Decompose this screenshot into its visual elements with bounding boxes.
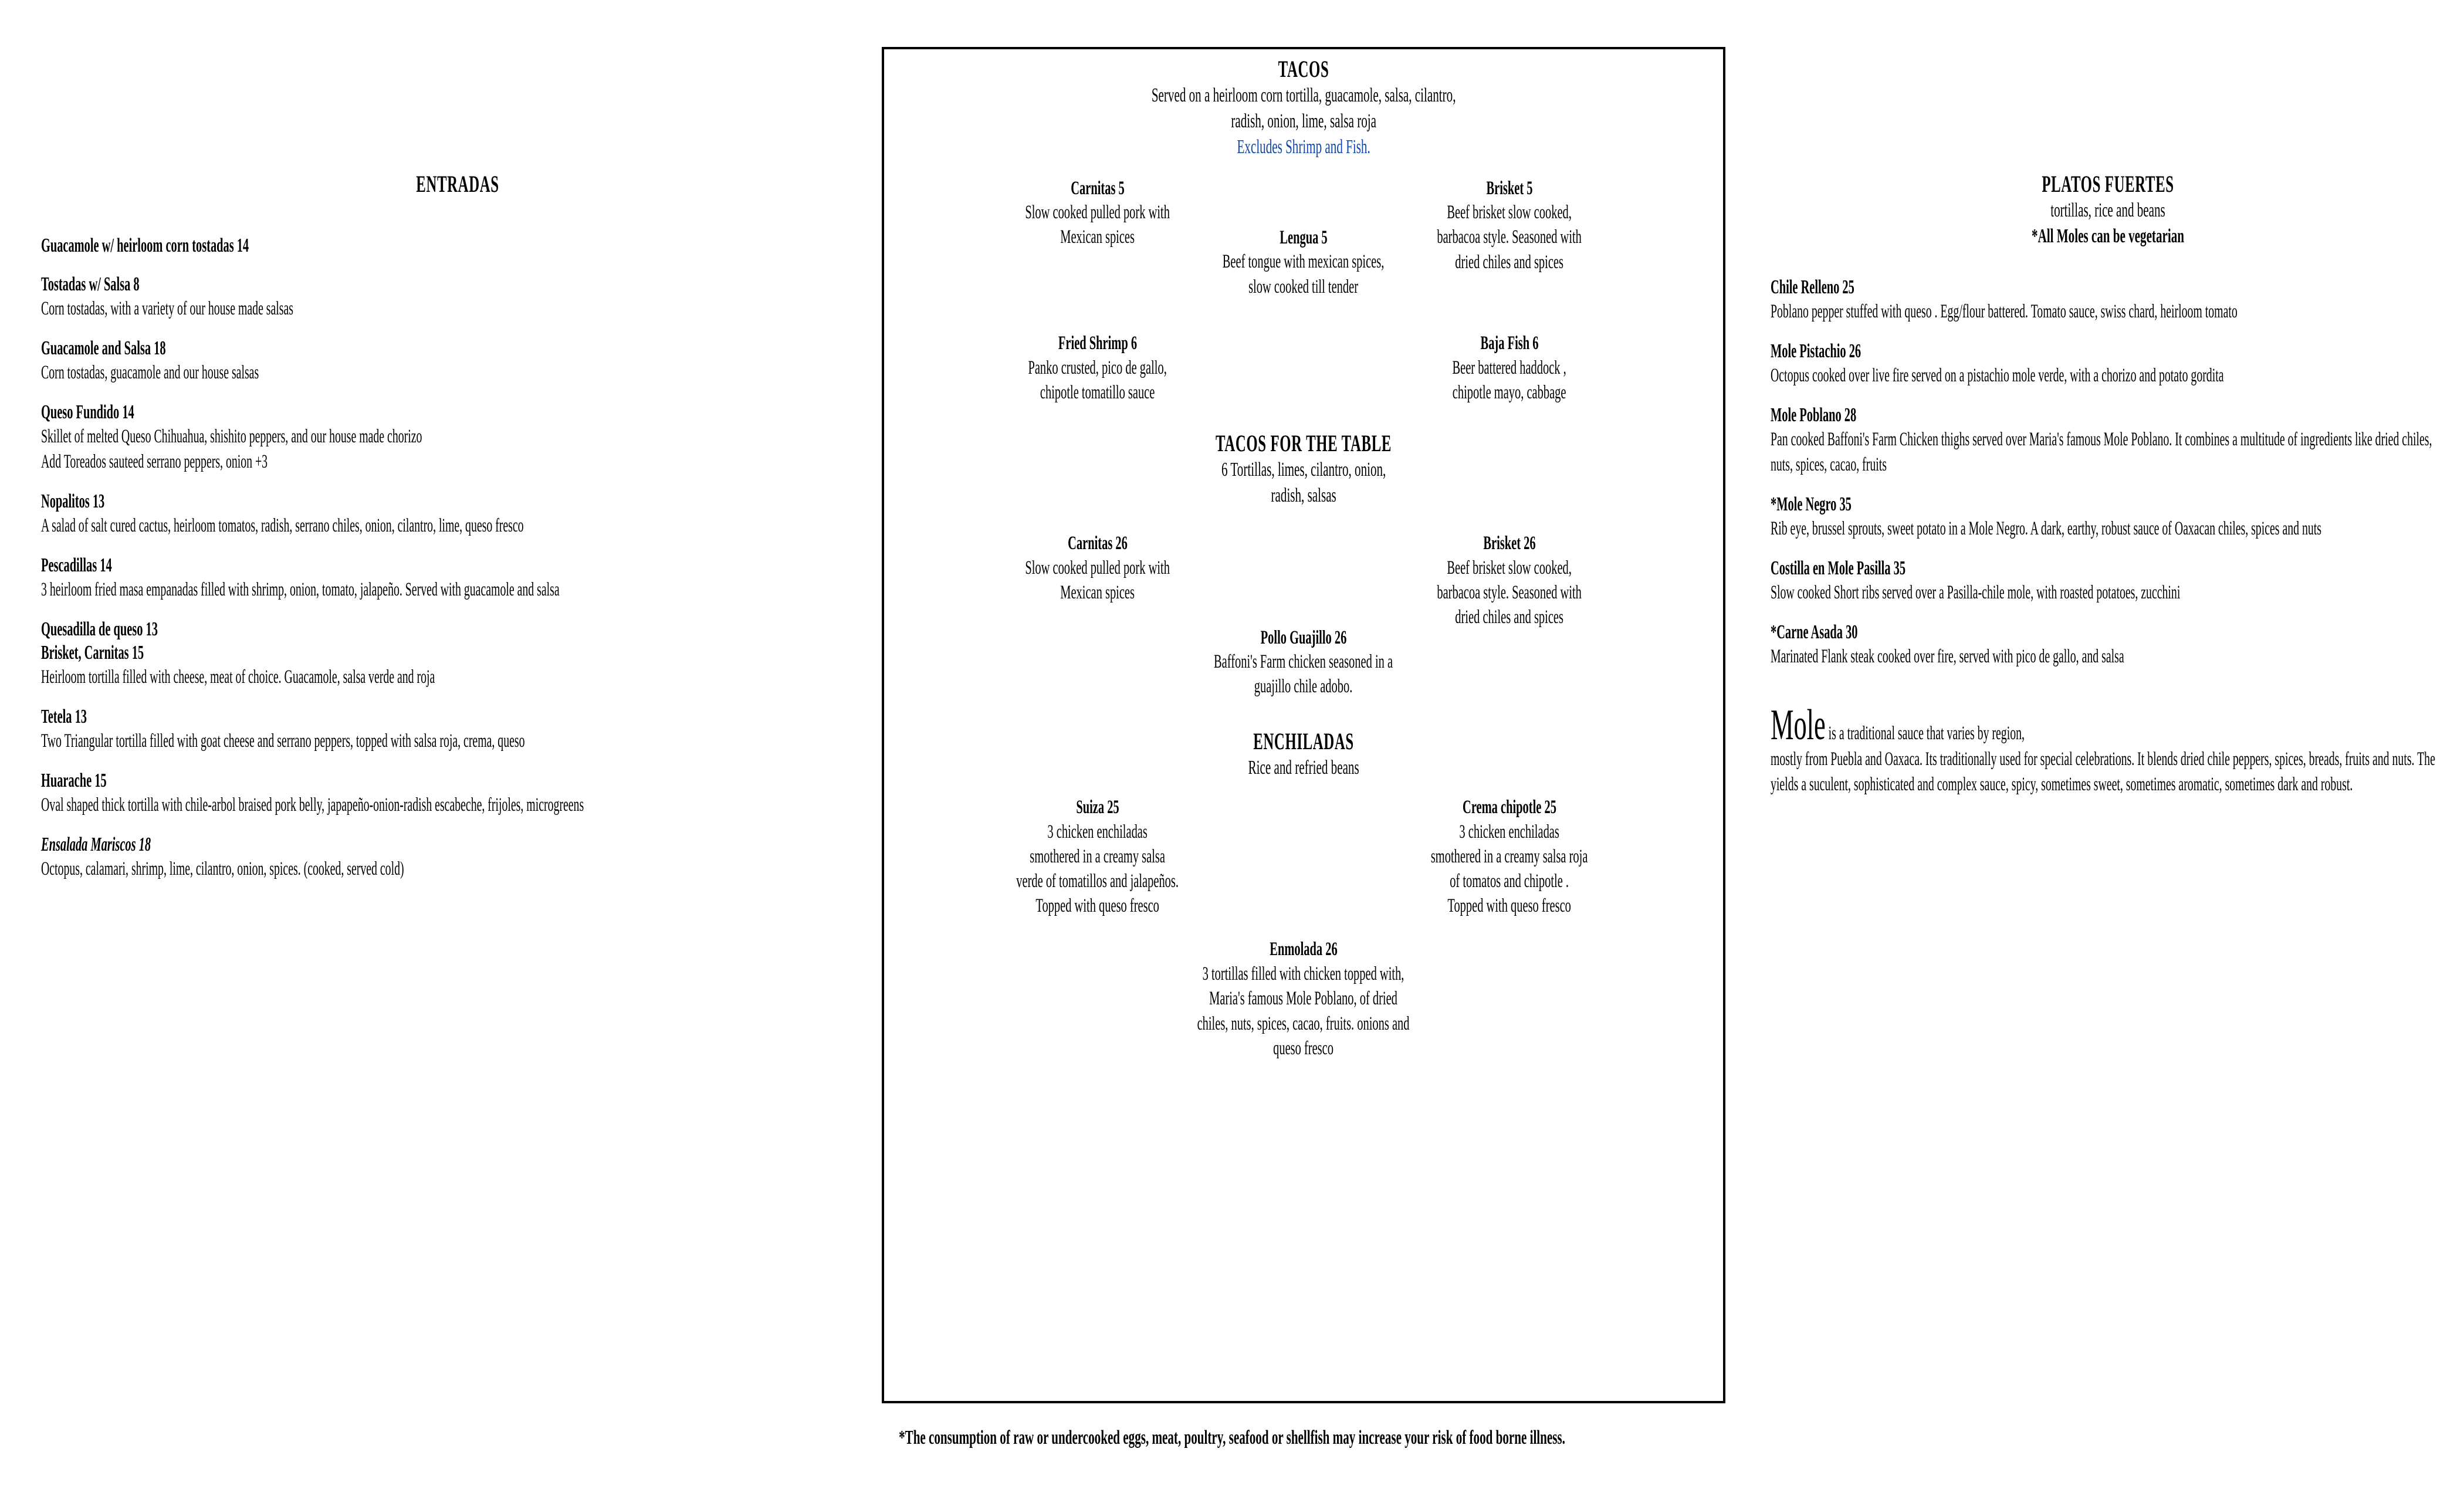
item-name: Queso Fundido 14 [41,401,134,424]
dish-desc-line: Panko crusted, pico de gallo, [1028,357,1167,378]
item-description: Poblano pepper stuffed with queso . Egg/flour battered. Tomato sauce, swiss chard, heirloom tomato [1771,301,2238,323]
item-description: Skillet of melted Queso Chihuahua, shishito peppers, and our house made chorizo [41,426,422,448]
dish-desc-line: slow cooked till tender [1248,276,1359,297]
dish-name: Pollo Guajillo 26 [1260,627,1347,648]
table-taco-carnitas [908,532,1288,605]
dish-desc-line: Mexican spices [1060,582,1135,604]
dish-desc-line: barbacoa style. Seasoned with [1437,226,1582,248]
mole-word: Mole [1771,700,1826,749]
enchilada-enmolada [884,938,1723,1061]
tacos-panel [882,47,1725,1403]
mole-explanation-intro: is a traditional sauce that varies by region, [1825,722,2025,744]
dish-name: Carnitas 26 [1068,533,1128,554]
item-name: Guacamole and Salsa 18 [41,337,166,360]
dish-desc-line: verde of tomatillos and jalapeños. [1016,870,1179,892]
dish-desc-line: Slow cooked pulled pork with [1025,557,1170,578]
item-name-secondary: Brisket, Carnitas 15 [41,642,144,664]
item-description: Marinated Flank steak cooked over fire, served with pico de gallo, and salsa [1771,646,2124,668]
dish-desc-line: Beer battered haddock , [1452,357,1567,378]
platos-vegetarian-note: *All Moles can be vegetarian [2032,225,2184,247]
item-name: Guacamole w/ heirloom corn tostadas 14 [41,235,249,256]
mole-explanation-body: mostly from Puebla and Oaxaca. Its traditionally used for special celebrations. It blends dried chile peppers, spices, breads, fruits and nuts. The yields a suculent, sophisticated and complex sauce, spicy, sometimes sweet, sometimes aromatic, sometimes dark and robust. [1771,748,2435,795]
item-description: Heirloom tortilla filled with cheese, meat of choice. Guacamole, salsa verde and roja [41,666,435,688]
item-description: Oval shaped thick tortilla with chile-arbol braised pork belly, japapeño-onion-radish escabeche, frijoles, microgreens [41,794,584,816]
tacos-for-table-heading: TACOS FOR THE TABLE [1215,429,1392,456]
mole-explanation-block [1771,700,2445,797]
tacos-for-table-subtitle-line1: 6 Tortillas, limes, cilantro, onion, [1221,458,1386,480]
menu-item-queso-fundido [41,401,874,475]
dish-desc-line: Mexican spices [1060,226,1135,248]
tacos-for-table-subtitle-line2: radish, salsas [1271,485,1336,507]
dish-name: Lengua 5 [1280,226,1328,248]
menu-item-costilla-mole-pasilla [1771,557,2445,605]
item-name: Costilla en Mole Pasilla 35 [1771,557,1906,579]
dish-desc-line: Slow cooked pulled pork with [1025,202,1170,224]
menu-item-quesadilla [41,618,874,690]
item-name: Huarache 15 [41,770,107,792]
enchilada-suiza [908,796,1288,919]
item-name: Quesadilla de queso 13 [41,618,158,640]
dish-desc-line: Beef tongue with mexican spices, [1223,251,1385,273]
item-name: Chile Relleno 25 [1771,276,1854,299]
menu-item-ensalada-mariscos [41,833,874,882]
menu-item-nopalitos [41,490,874,539]
item-description: 3 heirloom fried masa empanadas filled with shrimp, onion, tomato, jalapeño. Served with guacamole and salsa [41,579,560,601]
tacos-table-row-1 [884,532,1723,629]
menu-item-carne-asada [1771,621,2445,669]
menu-item-huarache [41,769,874,818]
dish-desc-line: of tomatos and chipotle . [1450,870,1569,892]
dish-desc-line: 3 chicken enchiladas [1459,821,1560,842]
menu-item-mole-negro [1771,493,2445,541]
dish-desc-line: chipotle tomatillo sauce [1040,381,1155,403]
enchiladas-subtitle: Rice and refried beans [1248,756,1359,779]
taco-fried-shrimp [908,332,1288,405]
table-taco-pollo-guajillo [884,627,1723,699]
menu-item-guacamole-tostadas [41,234,874,258]
menu-item-guacamole-salsa [41,337,874,385]
dish-desc-line: smothered in a creamy salsa [1030,845,1166,867]
menu-item-chile-relleno [1771,276,2445,324]
menu-item-tostadas-salsa [41,273,874,321]
tacos-heading: TACOS [1278,56,1329,82]
dish-desc-line: Beef brisket slow cooked, [1447,557,1572,578]
item-description: Octopus cooked over live fire served on a pistachio mole verde, with a chorizo and potato gordita [1771,365,2224,387]
dish-desc-line: barbacoa style. Seasoned with [1437,582,1582,604]
tacos-subtitle-line1: Served on a heirloom corn tortilla, guacamole, salsa, cilantro, [1151,84,1456,106]
dish-name: Suiza 25 [1076,796,1119,818]
dish-desc-line: smothered in a creamy salsa roja [1431,845,1588,867]
item-description: Two Triangular tortilla filled with goat cheese and serrano peppers, topped with salsa roja, crema, queso [41,730,525,752]
item-description: Rib eye, brussel sprouts, sweet potato in a Mole Negro. A dark, earthy, robust sauce of Oaxacan chiles, spices and nuts [1771,518,2321,540]
item-name: *Carne Asada 30 [1771,621,1858,643]
menu-item-pescadillas [41,554,874,603]
menu-item-mole-pistachio [1771,340,2445,388]
dish-desc-line: 3 chicken enchiladas [1047,821,1148,842]
dish-desc-line: dried chiles and spices [1455,607,1564,628]
platos-subtitle: tortillas, rice and beans [2050,199,2165,221]
dish-desc-line: chipotle mayo, cabbage [1453,381,1566,403]
item-name: Mole Pistachio 26 [1771,340,1861,363]
menu-item-tetela [41,705,874,754]
entradas-column [41,170,874,897]
footer-disclaimer: *The consumption of raw or undercooked eggs, meat, poultry, seafood or shellfish may increase your risk of food borne illness. [899,1427,1565,1448]
dish-name: Crema chipotle 25 [1463,796,1556,818]
dish-name: Fried Shrimp 6 [1058,332,1138,354]
dish-desc-line: dried chiles and spices [1455,251,1564,273]
tacos-subtitle-line2: radish, onion, lime, salsa roja [1231,110,1376,133]
dish-desc-line: Topped with queso fresco [1035,895,1160,917]
entradas-heading: ENTRADAS [416,171,499,197]
item-name: Pescadillas 14 [41,554,112,576]
dish-name: Baja Fish 6 [1480,332,1539,354]
enchiladas-heading: ENCHILADAS [1253,727,1354,754]
menu-item-mole-poblano [1771,404,2445,478]
item-name: Ensalada Mariscos 18 [41,834,151,856]
dish-desc-line: Topped with queso fresco [1447,895,1572,917]
tacos-row-2 [884,332,1723,405]
item-name: Nopalitos 13 [41,490,105,512]
dish-name: Brisket 5 [1486,177,1533,199]
item-description: A salad of salt cured cactus, heirloom tomatos, radish, serrano chiles, onion, cilantro, lime, queso fresco [41,515,524,537]
item-description-add: Add Toreados sauteed serrano peppers, onion +3 [41,451,268,473]
tacos-exclusion-note: Excludes Shrimp and Fish. [1237,136,1370,158]
dish-desc-line: queso fresco [1273,1037,1334,1059]
mole-explanation-first-line [1771,700,2442,749]
item-description: Octopus, calamari, shrimp, lime, cilantro, onion, spices. (cooked, served cold) [41,858,404,880]
item-name: *Mole Negro 35 [1771,493,1852,515]
platos-fuertes-column [1771,170,2445,797]
dish-desc-line: Beef brisket slow cooked, [1447,202,1572,224]
table-taco-brisket [1319,532,1700,629]
item-description: Pan cooked Baffoni's Farm Chicken thighs served over Maria's famous Mole Poblano. It combines a multitude of ingredients like dried chiles, nuts, spices, cacao, fruits [1771,429,2432,476]
dish-desc-line: Baffoni's Farm chicken seasoned in a [1214,651,1393,673]
dish-desc-line: 3 tortillas filled with chicken topped with, [1203,963,1404,985]
dish-name: Brisket 26 [1483,533,1536,554]
item-description: Corn tostadas, guacamole and our house salsas [41,362,259,384]
taco-baja-fish [1319,332,1700,405]
enchilada-crema-chipotle [1319,796,1700,919]
item-description: Slow cooked Short ribs served over a Pasilla-chile mole, with roasted potatoes, zucchini [1771,582,2181,604]
dish-name: Enmolada 26 [1270,939,1338,960]
dish-name: Carnitas 5 [1071,177,1125,199]
platos-fuertes-heading: PLATOS FUERTES [2042,171,2174,197]
platos-heading-wrapper [1771,170,2445,249]
entradas-heading-wrapper [41,170,874,198]
dish-desc-line: Maria's famous Mole Poblano, of dried [1209,988,1398,1010]
dish-desc-line: chiles, nuts, spices, cacao, fruits. onions and [1197,1013,1410,1034]
item-name: Tostadas w/ Salsa 8 [41,273,140,296]
item-name: Mole Poblano 28 [1771,404,1857,427]
item-name: Tetela 13 [41,706,87,728]
enchiladas-row-1 [884,796,1723,919]
item-description: Corn tostadas, with a variety of our house made salsas [41,298,294,320]
dish-desc-line: guajillo chile adobo. [1254,676,1353,698]
